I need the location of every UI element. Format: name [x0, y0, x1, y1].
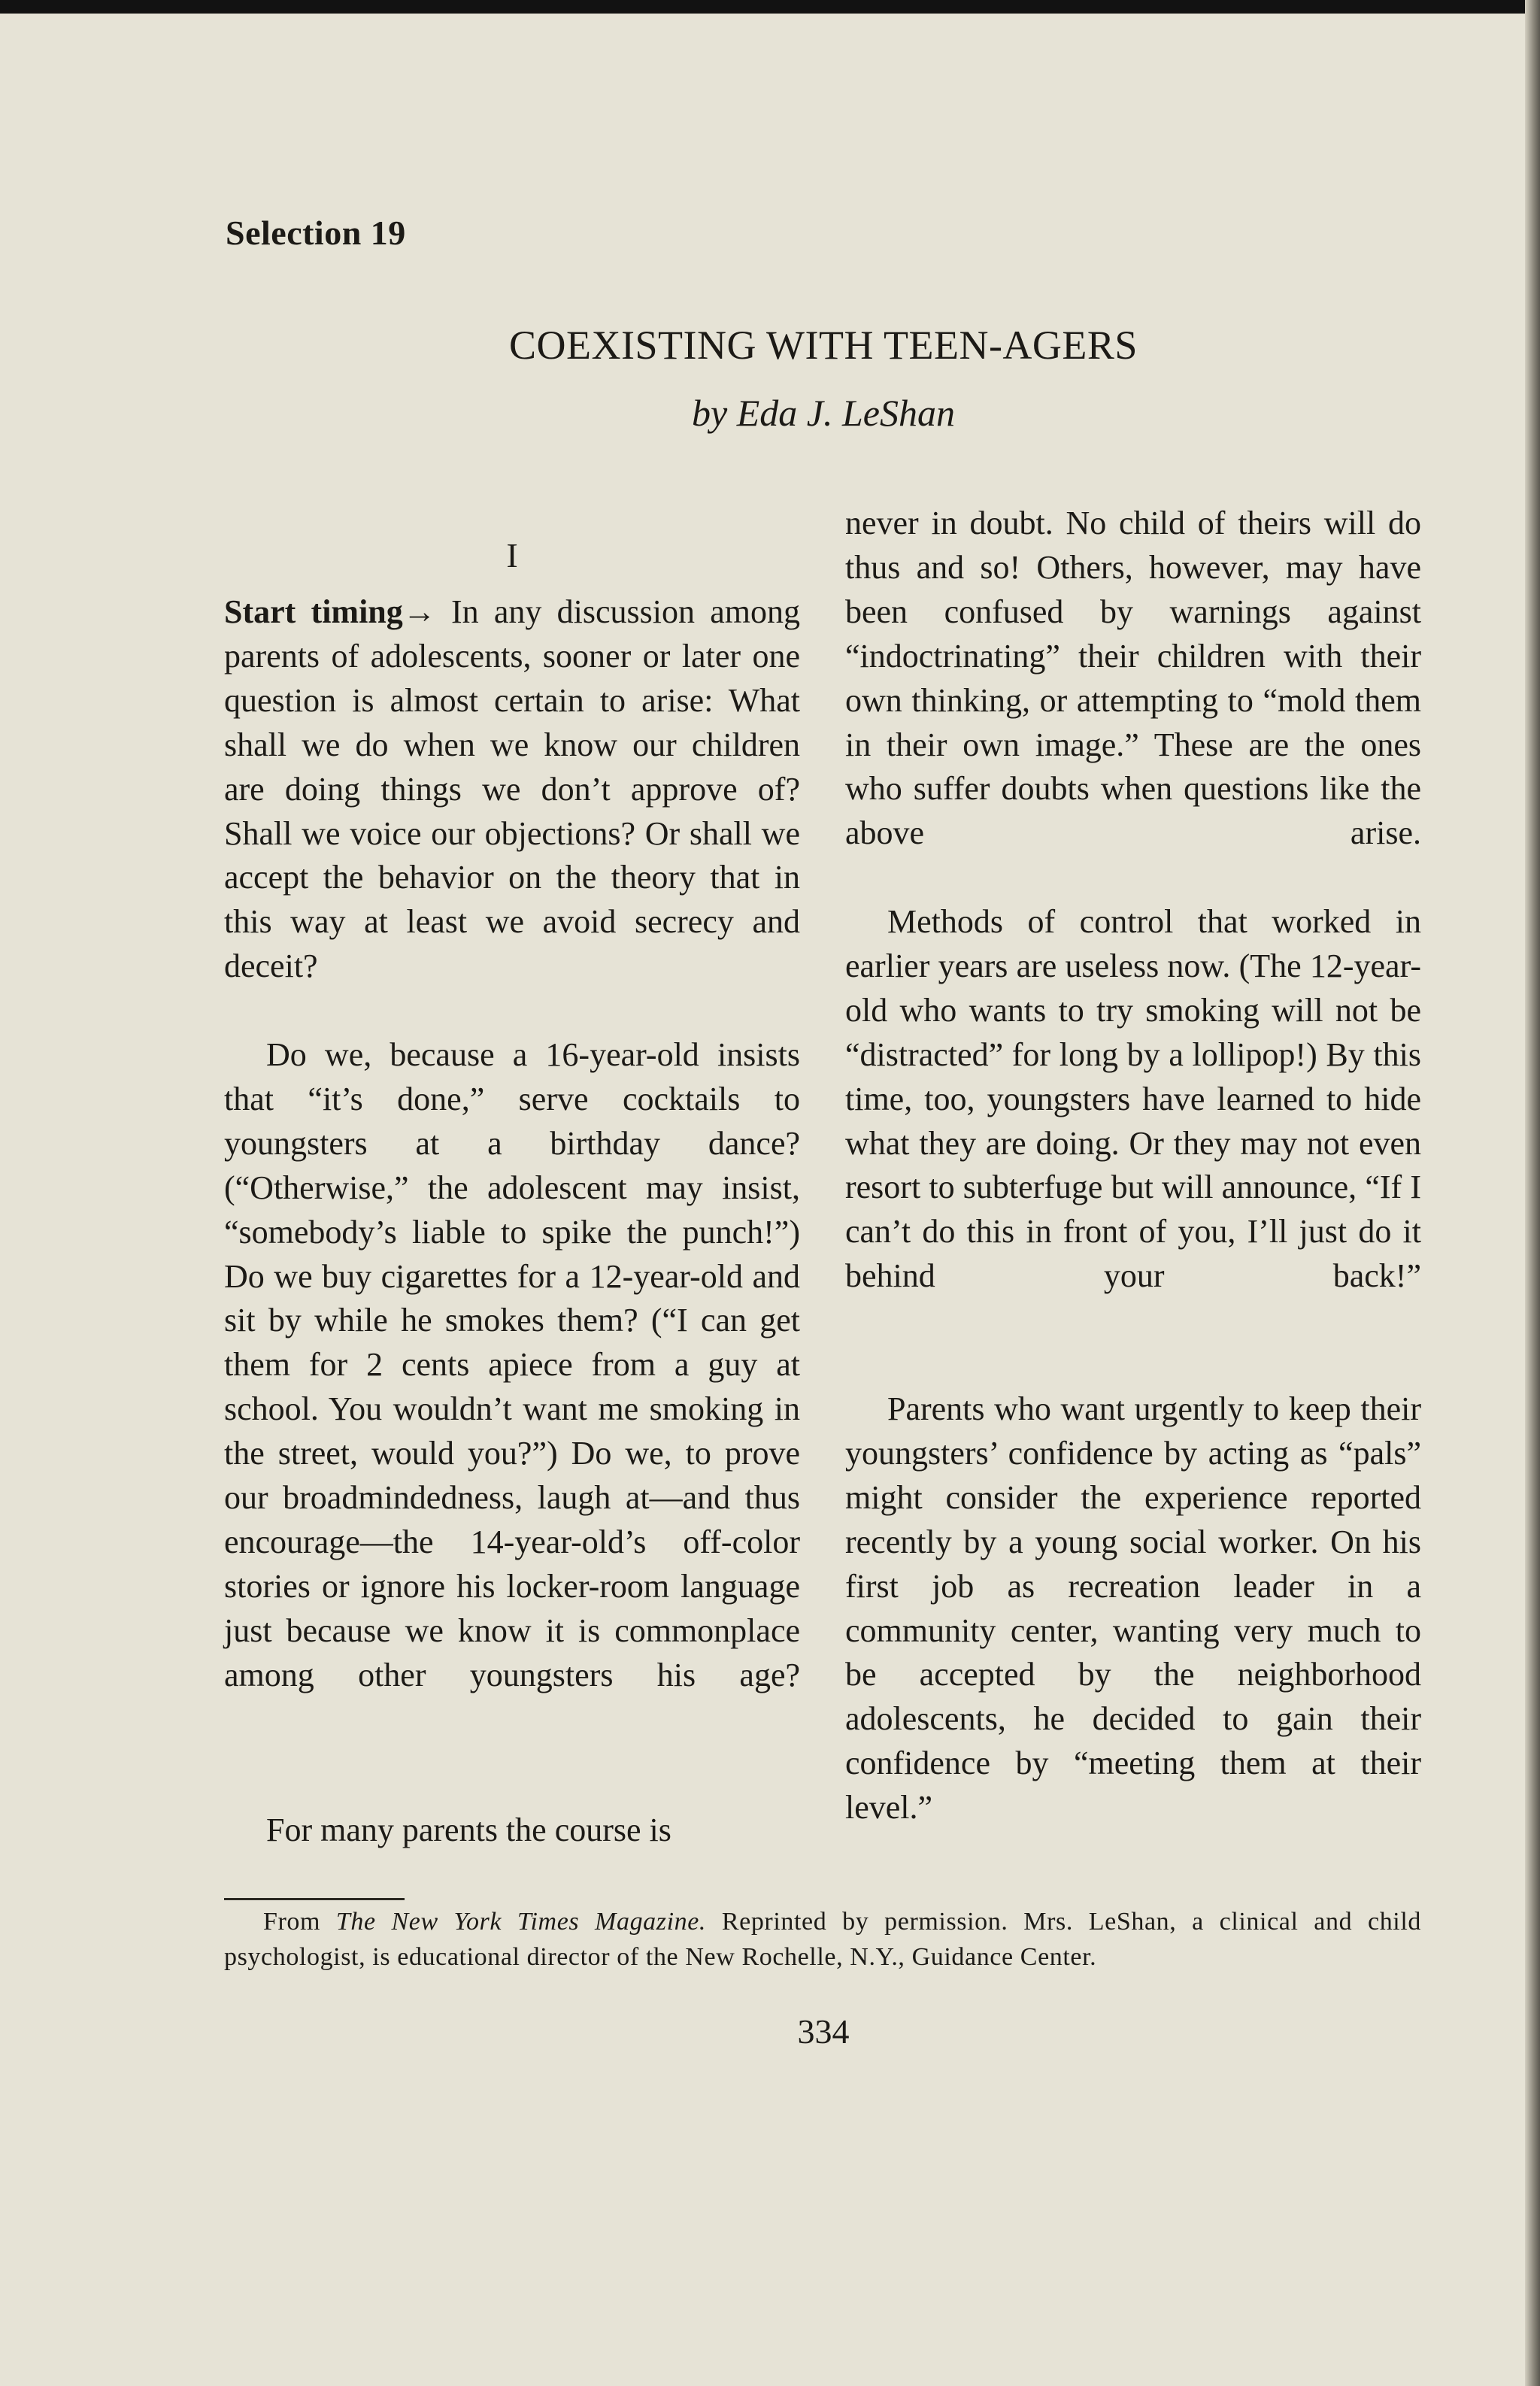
paragraph: Parents who want urgently to keep their youngsters’ confidence by acting as “pals” might consider the experience reported recently by a young social worker. On his first job as recreation leader in a community center, wanting very much to be accepted by the neighborhood adolescents, he decided to gain their confidence by “meeting them at their level.” [845, 1390, 1421, 1827]
paragraph-text: In any discussion among parents of adolescents, sooner or later one question is almost certain to arise: What shall we do when we know our children are doing things we don’t approve of? Shall we voice our objections? Or shall we accept the behavior on the theory that in this way at least we avoid secrecy and deceit? [224, 593, 800, 985]
footnote-source: The New York Times Magazine. [335, 1908, 707, 1936]
paragraph [224, 590, 800, 989]
paragraph: never in doubt. No child of theirs will do thus and so! Others, however, may have been confused by warnings against “indoctrinating” their children with their own thinking, or attempting to “mold them in their own image.” These are the ones who suffer doubts when questions like the above arise. [845, 505, 1421, 852]
paragraph: Methods of control that worked in earlier years are useless now. (The 12-year-old who wants to try smoking will not be “distracted” for long by a lollipop!) By this time, too, youngsters have learned to hide what they are doing. Or they may not even resort to subterfuge but will announce, “If I can’t do this in front of you, I’ll just do it behind your back!” [845, 903, 1421, 1295]
byline: by Eda J. LeShan [692, 392, 955, 434]
page-top-edge [0, 0, 1540, 14]
footnote-rule [224, 1898, 405, 1900]
selection-label: Selection 19 [226, 214, 406, 252]
paragraph: Do we, because a 16-year-old insists that “it’s done,” serve cocktails to youngsters at a birthday dance? (“Otherwise,” the adolescent may insist, “somebody’s liable to spike the punch!”) Do we buy cigarettes for a 12-year-old and sit by while he smokes them? (“I can get them for 2 cents apiece from a guy at school. You wouldn’t want me smoking in the street, would you?”) Do we, to prove our broadmindedness, laugh at—and thus encourage—the 14-year-old’s off-color stories or ignore his locker-room language just because we know it is commonplace among other youngsters his age? [224, 1036, 800, 1693]
paragraph: For many parents the course is [266, 1811, 671, 1848]
footnote: From The New York Times Magazine. Reprinted by permission. Mrs. LeShan, a clinical and child psychologist, is educational director of the New Rochelle, N.Y., Guidance Center. [224, 1908, 1421, 1971]
page-number: 334 [797, 2012, 850, 2051]
article-title: COEXISTING WITH TEEN-AGERS [509, 323, 1138, 368]
start-timing-marker: Start timing→ [224, 593, 436, 630]
section-numeral: I [506, 536, 518, 575]
